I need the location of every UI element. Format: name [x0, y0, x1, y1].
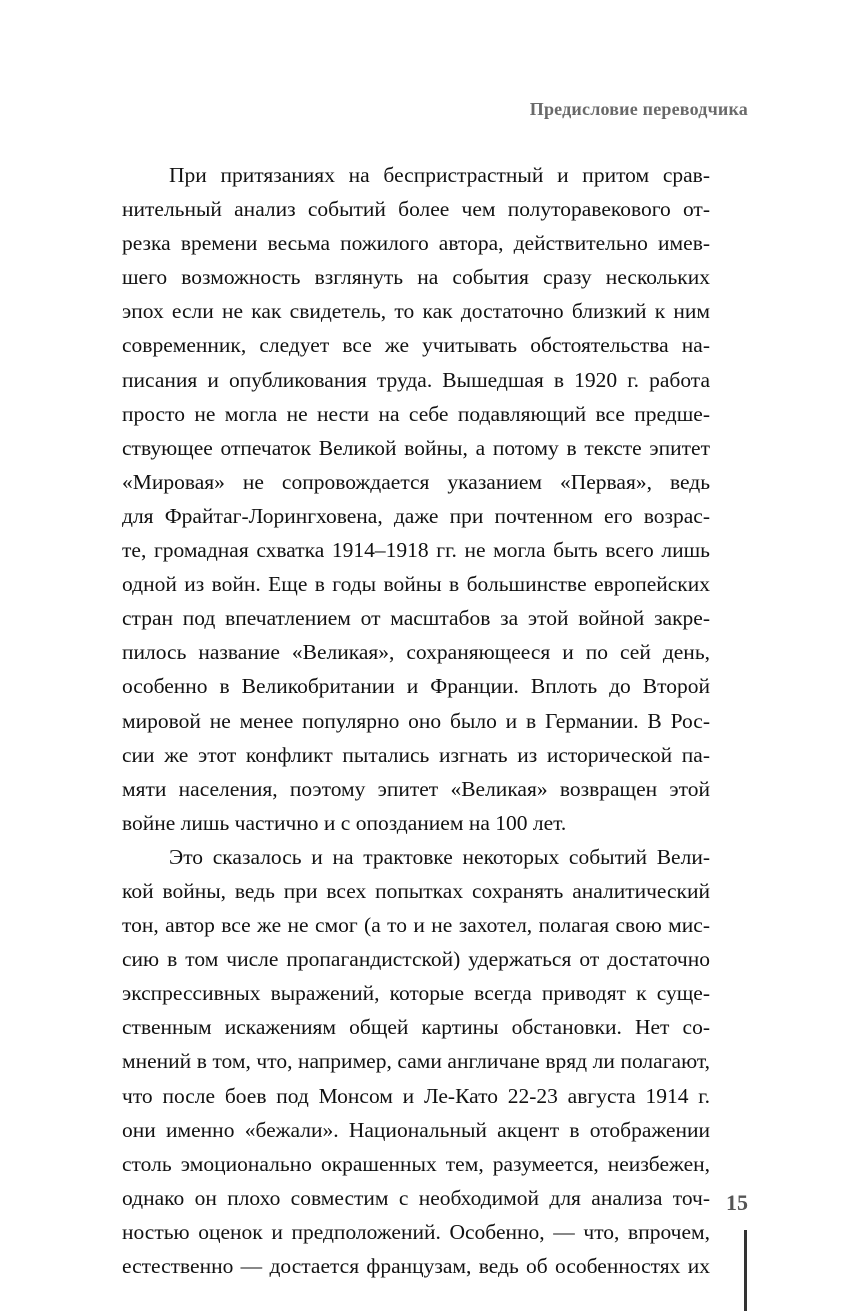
- text-line: мяти населения, поэтому эпитет «Великая» возвращен этой: [122, 776, 710, 801]
- text-line: современник, следует все же учитывать обстоятельства на-: [122, 333, 710, 358]
- text-line: особенно в Великобритании и Франции. Вплоть до Второй: [122, 674, 710, 699]
- text-line: просто не могла не нести на себе подавляющий все предше-: [122, 401, 710, 426]
- text-line: мировой не менее популярно оно было и в Германии. В Рос-: [122, 708, 710, 733]
- text-line: пилось название «Великая», сохраняющееся и по сей день,: [122, 640, 710, 665]
- text-line: столь эмоционально окрашенных тем, разумеется, неизбежен,: [122, 1151, 710, 1176]
- text-line: они именно «бежали». Национальный акцент в отображении: [122, 1117, 710, 1142]
- text-line: При притязаниях на беспристрастный и притом срав-: [169, 163, 710, 187]
- text-line: ственным искажениям общей картины обстановки. Нет со-: [122, 1015, 710, 1040]
- text-line: однако он плохо совместим с необходимой для анализа точ-: [122, 1185, 710, 1210]
- text-line: те, громадная схватка 1914–1918 гг. не могла быть всего лишь: [122, 538, 710, 563]
- text-line: эпох если не как свидетель, то как достаточно близкий к ним: [122, 299, 710, 324]
- text-line: мнений в том, что, например, сами англичане вряд ли полагают,: [122, 1049, 710, 1074]
- text-line: писания и опубликования труда. Вышедшая в 1920 г. работа: [122, 367, 710, 392]
- paragraph: [122, 840, 710, 1283]
- margin-rule: [744, 1230, 747, 1311]
- body-text: [122, 158, 710, 1283]
- text-line: нительный анализ событий более чем полуторавекового от-: [122, 197, 710, 222]
- text-line: Это сказалось и на трактовке некоторых событий Вели-: [169, 844, 710, 869]
- text-line: сию в том числе пропагандистской) удержаться от достаточно: [122, 947, 710, 972]
- text-line: резка времени весьма пожилого автора, действительно имев-: [122, 231, 710, 256]
- text-line: что после боев под Монсом и Ле-Като 22-23 августа 1914 г.: [122, 1083, 710, 1108]
- text-line: ствующее отпечаток Великой войны, а потому в тексте эпитет: [122, 435, 710, 460]
- text-line: одной из войн. Еще в годы войны в большинстве европейских: [122, 572, 710, 597]
- text-line: ностью оценок и предположений. Особенно, — что, впрочем,: [122, 1219, 710, 1244]
- text-line: сии же этот конфликт пытались изгнать из исторической па-: [122, 742, 710, 767]
- text-line: естественно — достается французам, ведь об особенностях их: [122, 1254, 710, 1278]
- text-line: кой войны, ведь при всех попытках сохранять аналитический: [122, 878, 710, 903]
- running-head: Предисловие переводчика: [529, 99, 748, 119]
- text-line: для Фрайтаг-Лорингховена, даже при почтенном его возрас-: [122, 503, 710, 528]
- text-line: экспрессивных выражений, которые всегда приводят к суще-: [122, 981, 710, 1006]
- text-line: стран под впечатлением от масштабов за этой войной закре-: [122, 606, 710, 631]
- text-line: шего возможность взглянуть на события сразу нескольких: [122, 265, 710, 290]
- text-line: «Мировая» не сопровождается указанием «Первая», ведь: [122, 469, 710, 494]
- text-line: войне лишь частично и с опозданием на 100 лет.: [122, 810, 567, 835]
- paragraph: [122, 158, 710, 840]
- text-line: тон, автор все же не смог (а то и не захотел, полагая свою мис-: [122, 913, 710, 938]
- page-number: 15: [726, 1190, 748, 1215]
